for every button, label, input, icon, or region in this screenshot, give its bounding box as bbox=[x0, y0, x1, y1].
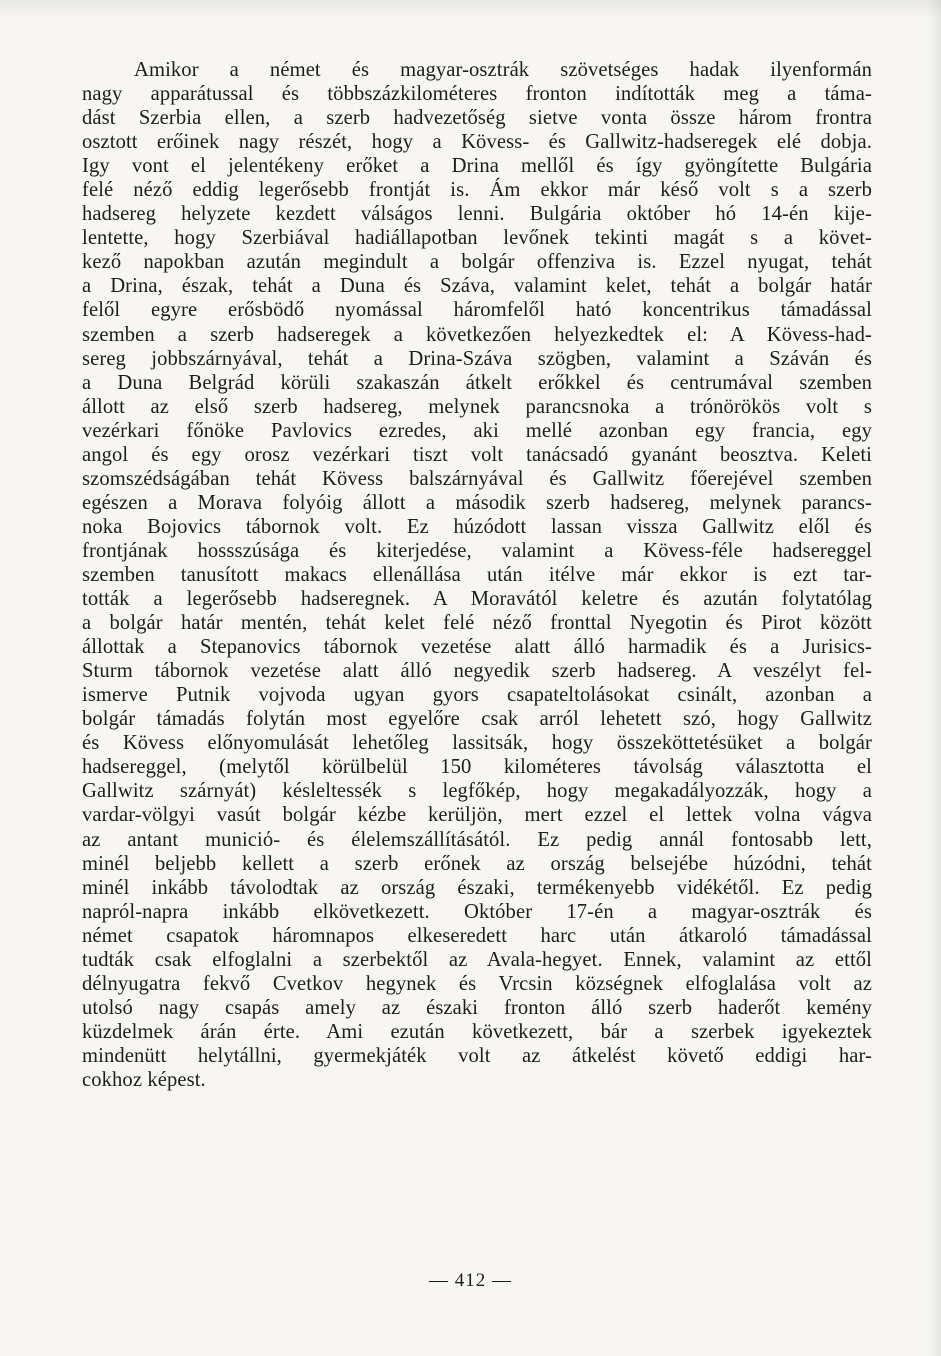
text-line: felől egyre erősbödő nyomással háromfelől ható koncentrikus támadással bbox=[82, 299, 872, 322]
text-line: dást Szerbia ellen, a szerb hadvezetőség sietve vonta össze három frontra bbox=[82, 107, 872, 130]
text-line: tudták csak elfoglalni a szerbektől az Avala-hegyet. Ennek, valamint az ettől bbox=[82, 948, 872, 971]
text-line: felé néző eddig legerősebb frontját is. Ám ekkor már késő volt s a szerb bbox=[82, 179, 872, 202]
text-line: szemben a szerb hadseregek a következően helyezkedtek el: A Kövess-had- bbox=[82, 323, 872, 346]
scan-shadow-right bbox=[927, 0, 941, 1356]
text-line: az antant municiό- és élelemszállításától. Ez pedig annál fontosabb lett, bbox=[82, 828, 872, 851]
text-line: vezérkari főnöke Pavlovics ezredes, aki mellé azonban egy francia, egy bbox=[82, 419, 872, 442]
text-line: állottak a Stepanovics tábornok vezetése alatt álló harmadik és a Jurisics- bbox=[82, 636, 872, 659]
text-line: nagy apparátussal és többszázkilométeres fronton indították meg a táma- bbox=[82, 83, 872, 106]
text-line: hadsereg helyzete kezdett válságos lenni. Bulgária október hó 14-én kije- bbox=[82, 203, 872, 226]
text-line: napról-napra inkább elkövetkezett. Október 17-én a magyar-osztrák és bbox=[82, 900, 872, 923]
text-line: mindenütt helytállni, gyermekjáték volt az átkelést követő eddigi har- bbox=[82, 1044, 872, 1067]
text-line: sereg jobbszárnyával, tehát a Drina-Száva szögben, valamint a Száván és bbox=[82, 347, 872, 370]
text-line: osztott erőinek nagy részét, hogy a Kövess- és Gallwitz-hadseregek elé dobja. bbox=[82, 131, 872, 154]
text-line: és Kövess előnyomulását lehetőleg lassitsák, hogy összeköttetésüket a bolgár bbox=[82, 732, 872, 755]
text-line: szemben tanusított makacs ellenállása után itélve már ekkor is ezt tar- bbox=[82, 563, 872, 586]
text-line: délnyugatra fekvő Cvetkov hegynek és Vrcsin községnek elfoglalása volt az bbox=[82, 972, 872, 995]
text-line: szomszédságában tehát Kövess balszárnyával és Gallwitz főerejével szemben bbox=[82, 467, 872, 490]
text-line: minél beljebb kellett a szerb erőnek az ország belsejébe húzódni, tehát bbox=[82, 852, 872, 875]
text-line: minél inkább távolodtak az ország északi, termékenyebb vidékétől. Ez pedig bbox=[82, 876, 872, 899]
text-line: utolsó nagy csapás amely az északi fronton álló szerb haderőt kemény bbox=[82, 996, 872, 1019]
text-line: vardar-völgyi vasút bolgár kézbe kerüljön, mert ezzel el lettek volna vágva bbox=[82, 804, 872, 827]
text-line: tották a legerősebb hadseregnek. A Moravától keletre és azután folytatólag bbox=[82, 588, 872, 611]
text-line: bolgár támadás folytán most egyelőre csak arról lehetett szó, hogy Gallwitz bbox=[82, 708, 872, 731]
page-number: — 412 — bbox=[429, 1270, 512, 1291]
text-line: lentette, hogy Szerbiával hadiállapotban levőnek tekinti magát s a követ- bbox=[82, 227, 872, 250]
text-line: Amikor a német és magyar-osztrák szövetséges hadak ilyenformán bbox=[134, 59, 872, 81]
text-line: angol és egy orosz vezérkari tiszt volt tanácsadó gyanánt beosztva. Keleti bbox=[82, 443, 872, 466]
text-line: Igy vont el jelentékeny erőket a Drina mellől és így gyöngítette Bulgária bbox=[82, 155, 872, 178]
text-line: kező napokban azután megindult a bolgár offenziva is. Ezzel nyugat, tehát bbox=[82, 251, 872, 274]
body-paragraph bbox=[82, 58, 872, 1092]
text-line: a Drina, észak, tehát a Duna és Száva, valamint kelet, tehát a bolgár határ bbox=[82, 275, 872, 298]
text-line: a bolgár határ mentén, tehát kelet felé néző fronttal Nyegotin és Pirot között bbox=[82, 612, 872, 635]
text-line: noka Bojovics tábornok volt. Ez húzódott lassan vissza Gallwitz elől és bbox=[82, 515, 872, 538]
text-line: Gallwitz szárnyát) késleltessék s legfőkép, hogy megakadályozzák, hogy a bbox=[82, 780, 872, 803]
text-line: Sturm tábornok vezetése alatt álló negyedik szerb hadsereg. A veszélyt fel- bbox=[82, 660, 872, 683]
text-line: frontjának hossszúsága és kiterjedése, valamint a Kövess-féle hadsereggel bbox=[82, 539, 872, 562]
text-line: állott az első szerb hadsereg, melynek parancsnoka a trónörökös volt s bbox=[82, 395, 872, 418]
text-line: német csapatok háromnapos elkeseredett harc után átkaroló támadással bbox=[82, 924, 872, 947]
text-line: küzdelmek árán érte. Ami ezután következett, bár a szerbek igyekeztek bbox=[82, 1020, 872, 1043]
text-line: a Duna Belgrád körüli szakaszán átkelt erőkkel és centrumával szemben bbox=[82, 371, 872, 394]
text-line: egészen a Morava folyóig állott a második szerb hadsereg, melynek parancs- bbox=[82, 491, 872, 514]
scan-shadow-top bbox=[0, 0, 941, 18]
text-line: hadsereggel, (melytől körülbelül 150 kilométeres távolság választotta el bbox=[82, 756, 872, 779]
text-line: ismerve Putnik vojvoda ugyan gyors csapateltolásokat csinált, azonban a bbox=[82, 684, 872, 707]
text-line: cokhoz képest. bbox=[82, 1068, 206, 1091]
